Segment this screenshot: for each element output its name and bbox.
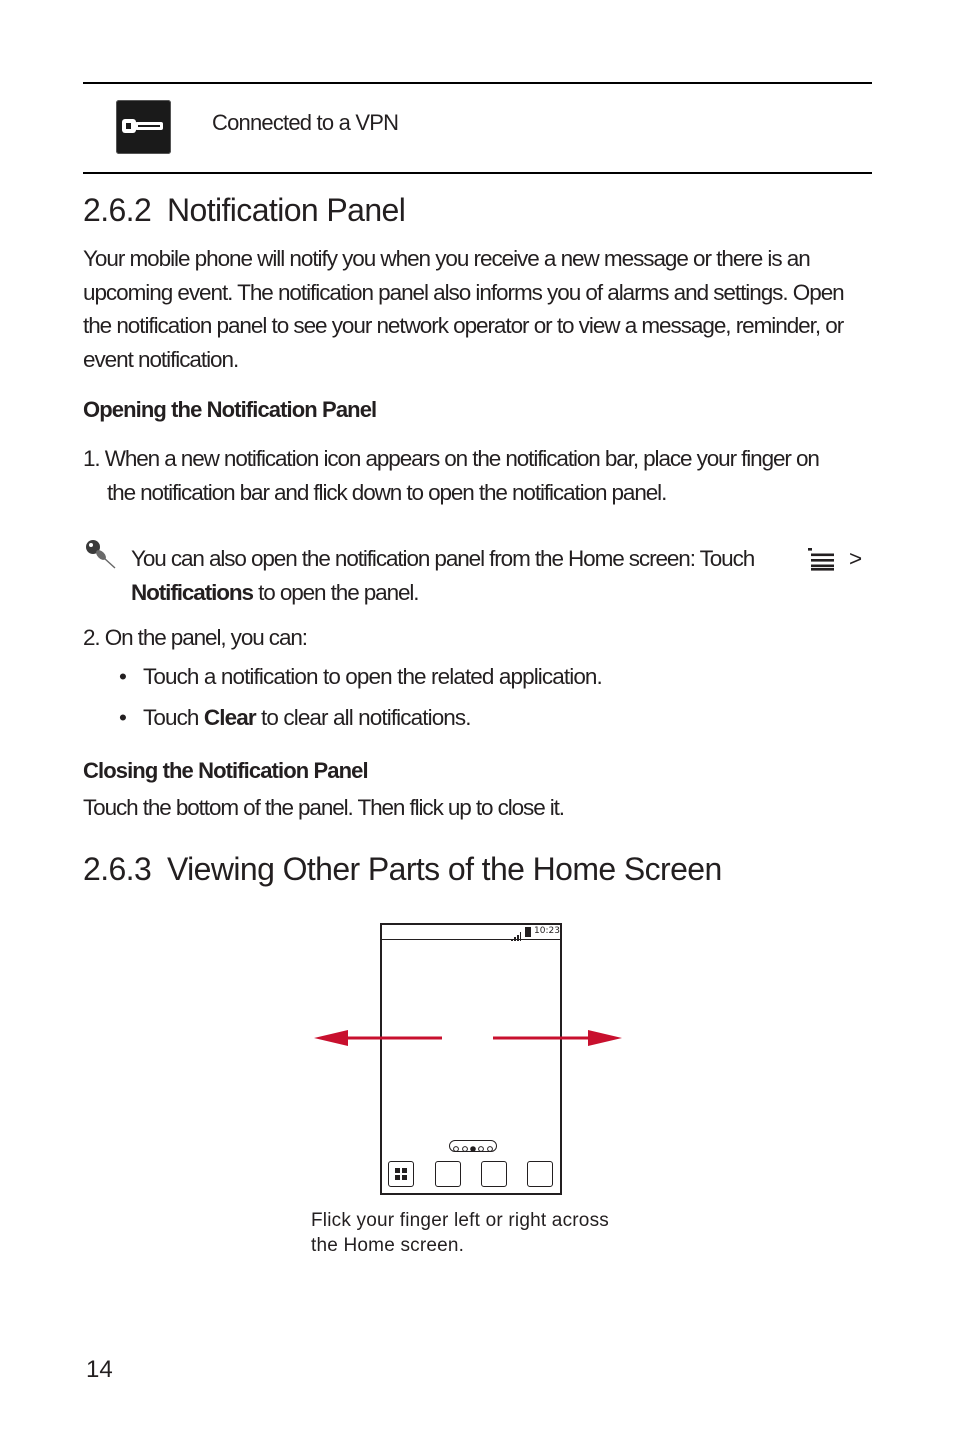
bullet-text-after: to clear all notifications. bbox=[255, 705, 471, 730]
bullet-text: Touch a notification to open the related application. bbox=[143, 664, 602, 689]
tip-text bbox=[131, 542, 891, 609]
swipe-arrows bbox=[310, 1024, 626, 1052]
tip-text-before: You can also open the notification panel from the Home screen: Touch bbox=[131, 546, 755, 571]
step-1-line: the notification bar and flick down to open the notification panel. bbox=[107, 479, 667, 505]
tip-text-after: to open the panel. bbox=[252, 579, 419, 605]
intro-line: the notification panel to see your network operator or to view a message, reminder, or bbox=[83, 313, 844, 338]
tip-separator: > bbox=[849, 546, 862, 571]
tip-bold-notifications: Notifications bbox=[131, 579, 253, 605]
intro-paragraph bbox=[83, 242, 883, 376]
section-number: 2.6.3 bbox=[83, 851, 152, 887]
figure-caption bbox=[311, 1208, 609, 1258]
arrow-left-icon bbox=[314, 1030, 442, 1046]
caption-line: the Home screen. bbox=[311, 1235, 465, 1256]
bullet-text-before: Touch bbox=[143, 705, 204, 730]
status-bar bbox=[382, 925, 560, 940]
menu-icon bbox=[808, 547, 834, 571]
phone-home-screen bbox=[380, 923, 562, 1195]
intro-line: upcoming event. The notification panel also informs you of alarms and settings. Open bbox=[83, 279, 844, 305]
table-top-rule bbox=[83, 82, 872, 84]
opening-heading: Opening the Notification Panel bbox=[83, 397, 377, 422]
signal-icon bbox=[511, 928, 521, 937]
battery-icon bbox=[525, 927, 531, 937]
caption-line: Flick your finger left or right across bbox=[311, 1210, 609, 1231]
status-time: 10:23 bbox=[534, 926, 560, 936]
bullet-item bbox=[119, 705, 471, 731]
dock-app-icon bbox=[481, 1161, 507, 1187]
section-title: Notification Panel bbox=[167, 192, 406, 228]
page-number: 14 bbox=[86, 1356, 113, 1383]
section-number: 2.6.2 bbox=[83, 192, 152, 228]
dock-app-icon bbox=[527, 1161, 553, 1187]
bullet-item bbox=[119, 664, 602, 690]
step-1-line: 1. When a new notification icon appears on the notification bar, place your finger on bbox=[83, 446, 819, 471]
intro-line: event notification. bbox=[83, 346, 239, 372]
closing-text: Touch the bottom of the panel. Then flick up to close it. bbox=[83, 795, 564, 820]
closing-heading: Closing the Notification Panel bbox=[83, 758, 368, 783]
section-title: Viewing Other Parts of the Home Screen bbox=[167, 851, 722, 887]
bullet-dot: • bbox=[119, 664, 126, 689]
table-bottom-rule bbox=[83, 172, 872, 174]
tip-pin-icon bbox=[84, 538, 118, 570]
vpn-key-icon bbox=[116, 100, 171, 154]
section-heading-2-6-3 bbox=[83, 851, 722, 888]
bullet-bold-clear: Clear bbox=[203, 705, 256, 730]
section-heading-2-6-2 bbox=[83, 192, 405, 229]
step-1 bbox=[83, 442, 883, 509]
arrow-right-icon bbox=[493, 1030, 622, 1046]
page-indicator bbox=[449, 1140, 497, 1152]
app-launcher-icon bbox=[388, 1161, 414, 1187]
intro-line: Your mobile phone will notify you when you receive a new message or there is an bbox=[83, 246, 810, 271]
dock-app-icon bbox=[435, 1161, 461, 1187]
bullet-dot: • bbox=[119, 705, 126, 730]
step-2: 2. On the panel, you can: bbox=[83, 625, 307, 650]
vpn-row-label: Connected to a VPN bbox=[212, 110, 399, 135]
